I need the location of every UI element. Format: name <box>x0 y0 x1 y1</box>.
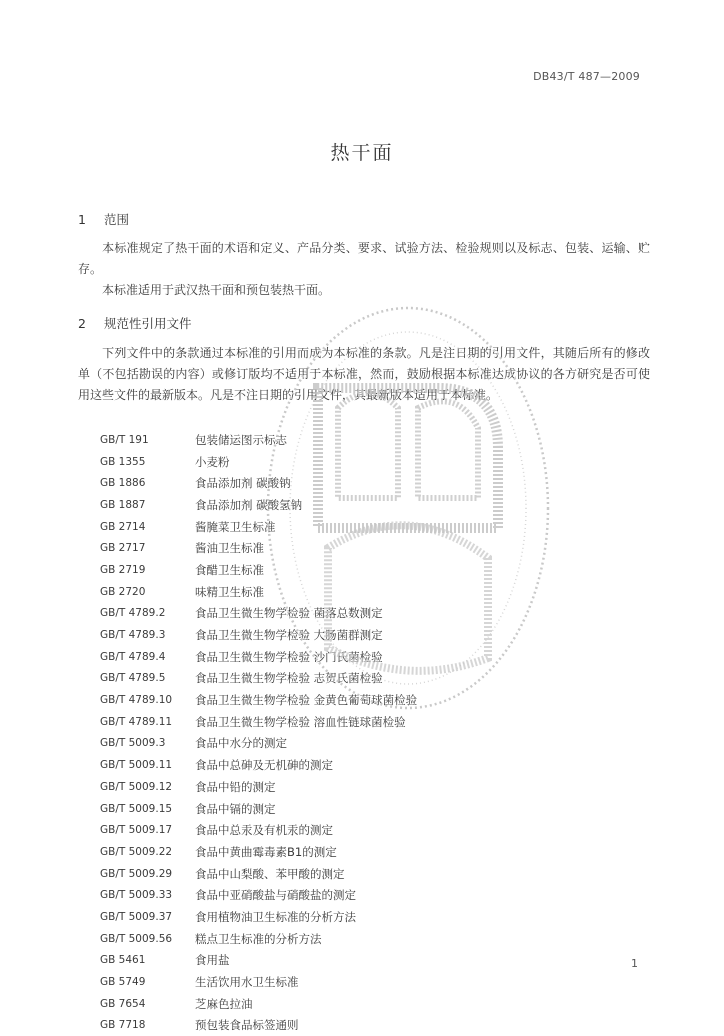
reference-title: 食醋卫生标准 <box>195 562 264 577</box>
section-heading-scope <box>78 210 129 228</box>
reference-title: 糕点卫生标准的分析方法 <box>195 931 322 946</box>
reference-item <box>100 906 417 928</box>
document-code: DB43/T 487—2009 <box>533 70 640 83</box>
reference-title: 食品卫生微生物学检验 志贺氏菌检验 <box>195 671 383 686</box>
scope-paragraph-1 <box>78 238 650 280</box>
references-intro-paragraph <box>78 343 650 406</box>
reference-code: GB 1886 <box>100 477 146 490</box>
reference-title: 食品添加剂 碳酸钠 <box>195 476 291 491</box>
paragraph-text: 下列文件中的条款通过本标准的引用而成为本标准的条款。凡是注日期的引用文件，其随后所有的修改单（不包括勘误的内容）或修订版均不适用于本标准，然而，鼓励根据本标准达成协议的各方研究是否可使用这些文件的最新版本。凡是不注日期的引用文件，其最新版本适用于本标准。 <box>78 346 650 402</box>
reference-code: GB 5461 <box>100 954 146 967</box>
reference-item <box>100 733 417 755</box>
reference-code: GB 1355 <box>100 455 146 468</box>
page-number: 1 <box>631 957 638 970</box>
reference-title: 食品中总砷及无机砷的测定 <box>195 758 333 773</box>
paragraph-text: 本标准适用于武汉热干面和预包装热干面。 <box>102 283 331 297</box>
reference-title: 包装储运图示标志 <box>195 432 287 447</box>
reference-title: 食用植物油卫生标准的分析方法 <box>195 909 356 924</box>
reference-item <box>100 711 417 733</box>
reference-title: 食品中黄曲霉毒素B1的测定 <box>195 844 337 859</box>
reference-item <box>100 581 417 603</box>
reference-title: 食品添加剂 碳酸氢钠 <box>195 497 303 512</box>
reference-code: GB/T 4789.11 <box>100 715 173 728</box>
reference-item <box>100 971 417 993</box>
reference-code: GB 5749 <box>100 976 146 989</box>
reference-title: 味精卫生标准 <box>195 584 264 599</box>
section-title: 规范性引用文件 <box>104 316 192 331</box>
reference-item <box>100 451 417 473</box>
reference-code: GB/T 5009.56 <box>100 932 173 945</box>
reference-code: GB 7654 <box>100 997 146 1010</box>
reference-title: 小麦粉 <box>195 454 230 469</box>
reference-item <box>100 819 417 841</box>
reference-code: GB 7718 <box>100 1019 146 1032</box>
reference-item <box>100 754 417 776</box>
reference-item <box>100 603 417 625</box>
reference-title: 食品卫生微生物学检验 菌落总数测定 <box>195 606 383 621</box>
reference-code: GB/T 5009.22 <box>100 845 173 858</box>
reference-code: GB/T 5009.12 <box>100 780 173 793</box>
reference-item <box>100 624 417 646</box>
reference-item <box>100 1015 417 1036</box>
reference-item <box>100 798 417 820</box>
reference-item <box>100 863 417 885</box>
reference-code: GB/T 5009.15 <box>100 802 173 815</box>
reference-code: GB/T 4789.3 <box>100 629 166 642</box>
reference-item <box>100 993 417 1015</box>
section-number: 1 <box>78 212 86 227</box>
reference-code: GB 1887 <box>100 498 146 511</box>
reference-code: GB/T 5009.37 <box>100 910 173 923</box>
reference-title: 食用盐 <box>195 953 230 968</box>
reference-title: 酱腌菜卫生标准 <box>195 519 276 534</box>
reference-title: 食品卫生微生物学检验 大肠菌群测定 <box>195 628 383 643</box>
reference-list <box>100 429 417 1036</box>
reference-item <box>100 689 417 711</box>
reference-title: 芝麻色拉油 <box>195 996 253 1011</box>
reference-title: 食品卫生微生物学检验 溶血性链球菌检验 <box>195 714 406 729</box>
reference-item <box>100 494 417 516</box>
reference-title: 酱油卫生标准 <box>195 541 264 556</box>
reference-code: GB 2714 <box>100 520 146 533</box>
reference-item <box>100 928 417 950</box>
reference-item <box>100 668 417 690</box>
reference-title: 生活饮用水卫生标准 <box>195 975 299 990</box>
section-heading-normative-references <box>78 314 192 332</box>
reference-title: 食品中水分的测定 <box>195 736 287 751</box>
reference-title: 食品中亚硝酸盐与硝酸盐的测定 <box>195 888 356 903</box>
reference-item <box>100 429 417 451</box>
reference-item <box>100 884 417 906</box>
reference-code: GB/T 4789.2 <box>100 607 166 620</box>
reference-code: GB/T 191 <box>100 433 149 446</box>
reference-title: 预包装食品标签通则 <box>195 1018 299 1033</box>
reference-title: 食品中镉的测定 <box>195 801 276 816</box>
reference-item <box>100 559 417 581</box>
reference-title: 食品卫生微生物学检验 金黄色葡萄球菌检验 <box>195 693 418 708</box>
reference-code: GB 2720 <box>100 585 146 598</box>
reference-item <box>100 537 417 559</box>
reference-title: 食品中总汞及有机汞的测定 <box>195 823 333 838</box>
reference-code: GB/T 4789.10 <box>100 694 173 707</box>
paragraph-text: 本标准规定了热干面的术语和定义、产品分类、要求、试验方法、检验规则以及标志、包装、运输、贮存。 <box>78 241 650 276</box>
reference-code: GB/T 5009.29 <box>100 867 173 880</box>
reference-item <box>100 950 417 972</box>
section-title: 范围 <box>104 212 130 227</box>
reference-code: GB/T 4789.4 <box>100 650 166 663</box>
reference-code: GB 2719 <box>100 563 146 576</box>
reference-code: GB/T 5009.33 <box>100 889 173 902</box>
reference-title: 食品中铅的测定 <box>195 779 276 794</box>
reference-item <box>100 472 417 494</box>
scope-paragraph-2 <box>78 280 650 301</box>
document-title: 热干面 <box>330 142 394 164</box>
reference-code: GB 2717 <box>100 542 146 555</box>
reference-item <box>100 646 417 668</box>
reference-code: GB/T 4789.5 <box>100 672 166 685</box>
reference-title: 食品卫生微生物学检验 沙门氏菌检验 <box>195 649 383 664</box>
reference-code: GB/T 5009.17 <box>100 824 173 837</box>
reference-item <box>100 516 417 538</box>
reference-title: 食品中山梨酸、苯甲酸的测定 <box>195 866 345 881</box>
reference-code: GB/T 5009.3 <box>100 737 166 750</box>
reference-item <box>100 841 417 863</box>
section-number: 2 <box>78 316 86 331</box>
reference-code: GB/T 5009.11 <box>100 759 173 772</box>
reference-item <box>100 776 417 798</box>
